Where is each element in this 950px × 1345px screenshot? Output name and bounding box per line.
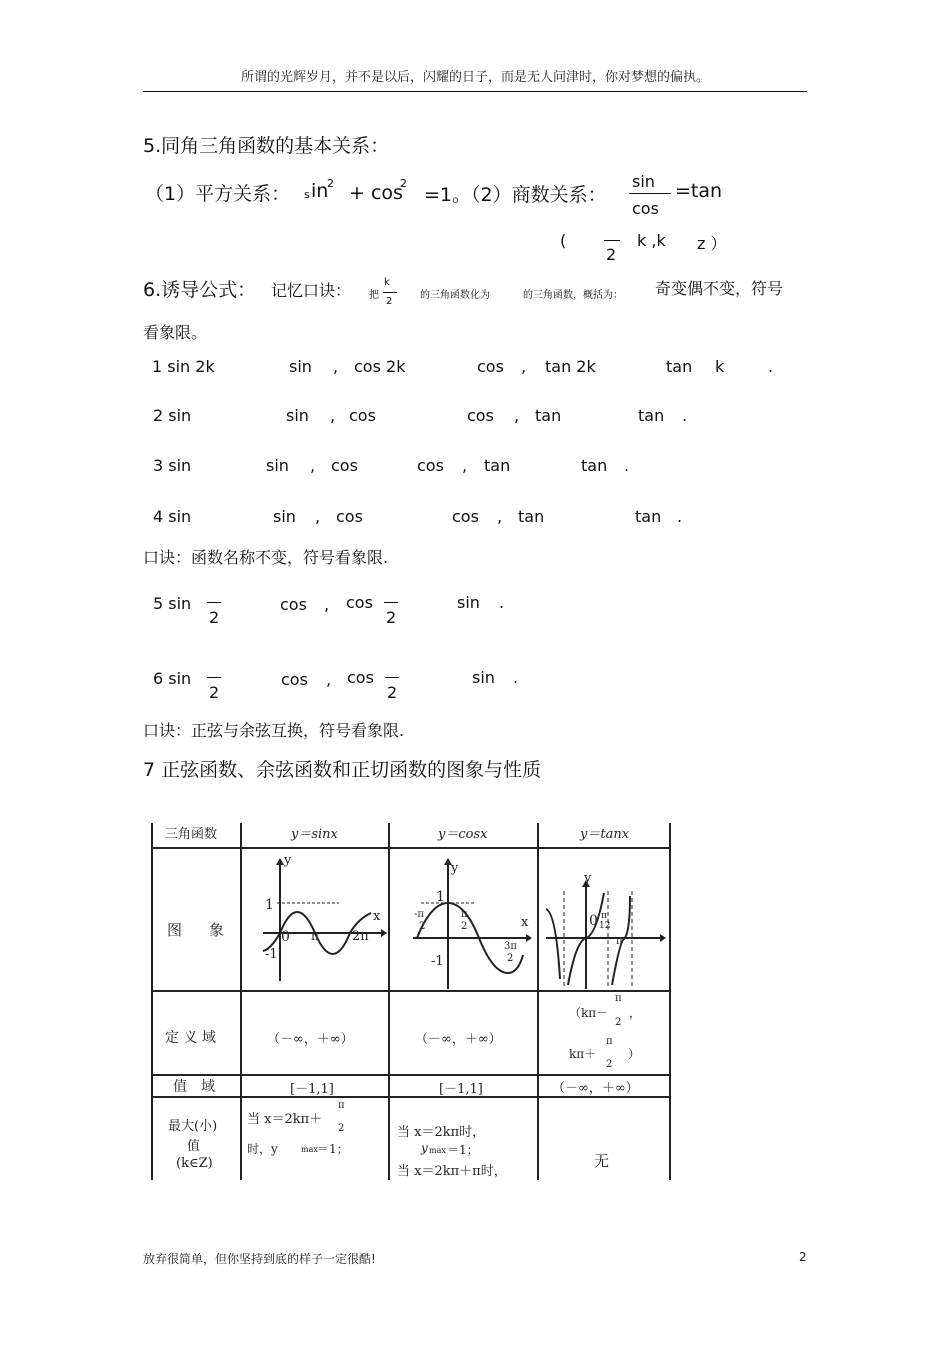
rule-text: 奇变偶不变，符号 [655,279,784,298]
f2-e: cos [467,406,494,425]
tan-pi12-den: 12 [599,921,611,931]
section5-title: 5.同角三角函数的基本关系： [143,135,390,157]
rule-text-2: 看象限。 [143,323,208,342]
f4-a: 4 sin [153,507,192,526]
f1-j: . [768,357,774,376]
frac-numerator: sin [632,172,655,191]
tan-domain-pi2: π [606,1036,613,1047]
th-cos: y＝cosx [438,827,488,842]
f3-h: tan [581,456,608,475]
sin-one-label: 1 [265,897,274,913]
f4-i: . [677,507,683,526]
cos-range: [－1,1] [439,1082,483,1097]
sin-max-sub: max [301,1145,318,1154]
f6-c: cos [281,670,308,689]
mnemonic-2: 口诀：正弦与余弦互换，符号看象限. [143,721,405,740]
sin-max-a: 当 x＝2kπ＋ [247,1112,323,1127]
header-quote: 所谓的光辉岁月，并不是以后，闪耀的日子，而是无人问津时，你对梦想的偏执。 [240,70,709,85]
f5-e: cos [346,593,373,612]
f1-e: cos [477,357,504,376]
footer-quote: 放弃很简单，但你坚持到底的样子一定很酷! [143,1252,376,1266]
cos-one-label: 1 [436,889,445,905]
sin-range: [－1,1] [290,1082,334,1097]
f3-b: sin [266,456,289,475]
tan-max-none: 无 [594,1152,610,1170]
sin-max-c: ＝1； [317,1142,349,1156]
cos-domain: （－∞，＋∞） [415,1032,502,1047]
f5-bar1 [207,602,221,603]
small-text-2: 的三角函数，概括为： [523,290,623,301]
f6-bar2 [385,677,399,678]
condition-open: ( [560,231,567,250]
row-max-label-2: 值 [187,1139,201,1154]
f2-d: cos [349,406,376,425]
th-tan: y＝tanx [580,827,630,842]
frac-denominator: cos [632,199,659,218]
f2-b: sin [286,406,309,425]
eq-tan: =tan [675,180,723,202]
condition-den: 2 [606,245,617,264]
f4-b: sin [273,507,296,526]
f5-c: cos [280,595,307,614]
cos-3pi-den: 2 [507,953,514,964]
tan-domain-close: ） [628,1047,641,1061]
f5-b: 2 [209,608,220,627]
tan-pi-label: π [616,936,623,947]
f2-f: , [514,406,520,425]
f2-a: 2 sin [153,406,192,425]
f4-h: tan [635,507,662,526]
mnemonic-1: 口诀：函数名称不变，符号看象限. [143,548,389,567]
sin-exponent: 2 [327,177,334,190]
th-trig-function: 三角函数 [165,827,218,842]
sin-word: in [311,180,329,202]
f2-c: , [330,406,336,425]
f2-h: tan [638,406,665,425]
f6-h: . [513,668,519,687]
cos-max-y: y [421,1141,428,1155]
sin-origin-label: 0 [281,929,290,945]
f4-c: , [315,507,321,526]
cos-minus-one-label: -1 [431,954,444,969]
tan-domain-pi1: π [615,993,622,1004]
f1-i: k [715,357,725,376]
plus-cos: + cos [349,182,403,204]
f5-d: , [324,595,330,614]
row-range-label: 值 域 [173,1079,215,1095]
f1-g: tan 2k [545,357,596,376]
f6-d: , [326,670,332,689]
f3-c: , [310,456,316,475]
f5-a: 5 sin [153,594,192,613]
row-domain-label: 定 义 域 [165,1030,216,1046]
th-sin: y＝sinx [291,827,338,842]
cos-max-sub: max [429,1146,446,1155]
f5-f: 2 [386,608,397,627]
tan-domain-den1: 2 [615,1017,622,1028]
sin-2pi-label: 2π [352,929,369,944]
tan-y-label: y [584,871,592,886]
fraction-bar [629,193,671,194]
f5-h: . [499,593,505,612]
condition-z: z ） [697,234,727,253]
f6-f: 2 [387,683,398,702]
trig-properties-table [143,823,673,1180]
cos-neg-pi-label: -π [414,909,424,920]
f1-f: , [521,357,527,376]
row-max-label-1: 最大(小) [168,1119,218,1134]
sin-max-b: 时，y [247,1142,278,1156]
f3-d: cos [331,456,358,475]
sin-x-label: x [373,909,381,924]
f6-e: cos [347,668,374,687]
tan-pi12-num: π [601,911,607,921]
f6-g: sin [472,668,495,687]
f1-d: cos 2k [354,357,406,376]
tan-origin-label: 0 [589,913,598,929]
quotient-relation-label: =1。（2）商数关系： [424,184,607,206]
tan-domain-den2: 2 [606,1059,613,1070]
cos-max-b: ＝1； [447,1143,479,1157]
sin-y-label: y [284,853,292,868]
tan-domain-b: kπ＋ [569,1047,597,1061]
f3-f: , [462,456,468,475]
f6-a: 6 sin [153,669,192,688]
f4-g: tan [518,507,545,526]
header-rule [143,91,807,92]
f6-bar1 [207,677,221,678]
f1-a: 1 sin 2k [152,357,215,376]
ba-char: 把 [369,290,379,301]
k-den: 2 [386,296,393,307]
cos-neg-pi-den: 2 [419,921,426,932]
cos-pi-half-label: π [461,909,468,920]
f2-i: . [682,406,688,425]
condition-bar [604,240,620,241]
small-text-1: 的三角函数化为 [420,290,490,301]
f3-i: . [624,456,630,475]
k-bar [383,292,397,293]
tan-domain-a: （kπ－ [569,1006,609,1020]
section6-title: 6.诱导公式： [143,279,257,301]
f1-h: tan [666,357,693,376]
sin-prefix: s [304,188,310,201]
cos-3pi-label: 3π [504,941,517,952]
f3-a: 3 sin [153,456,192,475]
tan-range: （－∞，＋∞） [552,1081,639,1096]
k-num: k [384,277,390,288]
sin-domain: （－∞，＋∞） [267,1032,354,1047]
cos-max-a: 当 x＝2kπ时， [397,1125,486,1140]
cos-min-a: 当 x＝2kπ＋π时， [397,1164,507,1179]
f4-d: cos [336,507,363,526]
page-number: 2 [799,1250,807,1264]
sin-minus-one-label: -1 [265,947,278,962]
f6-b: 2 [209,683,220,702]
square-relation-label: （1）平方关系： [145,183,291,205]
cos-graph [391,851,536,989]
f3-g: tan [484,456,511,475]
section7-title: 7 正弦函数、余弦函数和正切函数的图象与性质 [143,759,542,781]
mnemonic-label: 记忆口诀： [271,281,352,300]
f1-b: sin [289,357,312,376]
sin-pi-label: π [311,929,319,943]
row-max-label-3: (k∈Z) [176,1156,213,1171]
cos-x-label: x [521,915,529,930]
f2-g: tan [535,406,562,425]
f3-e: cos [417,456,444,475]
sin-max-den: 2 [338,1123,345,1134]
f5-bar2 [384,602,398,603]
condition-k: k ,k [637,231,666,250]
sin-graph [243,851,388,989]
cos-y-label: y [451,861,459,876]
f4-e: cos [452,507,479,526]
tan-domain-comma: ， [629,1006,642,1020]
cos-exponent: 2 [400,177,407,190]
f4-f: , [497,507,503,526]
row-graph-label: 图 象 [167,921,231,939]
cos-pi-half-den: 2 [461,921,468,932]
sin-max-pi: π [338,1100,345,1111]
f1-c: , [333,357,339,376]
f5-g: sin [457,593,480,612]
